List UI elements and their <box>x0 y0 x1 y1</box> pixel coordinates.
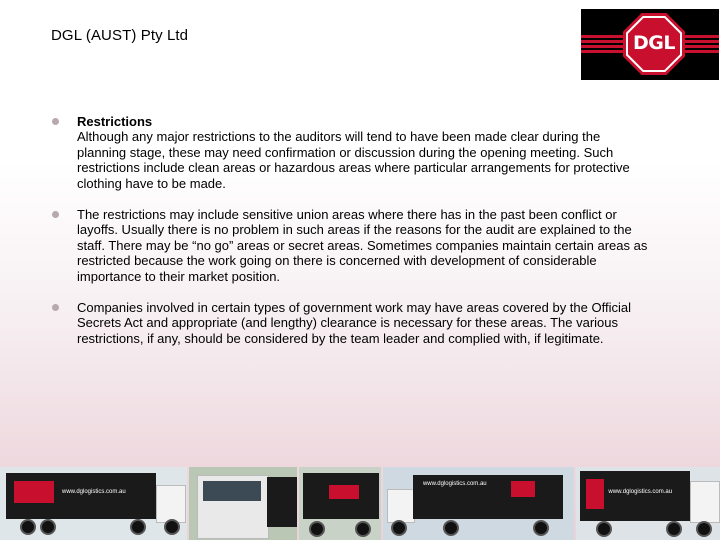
truck-url: www.dglogistics.com.au <box>422 481 487 487</box>
bullet-text: Companies involved in certain types of government work may have areas covered by the Official Secrets Act and appropriate (and lengthy) clearance is necessary for these areas. The various restrictions, if any, should be considered by the team leader and complied with, if legitimate. <box>77 300 631 346</box>
bullet-item-union-areas <box>52 207 652 284</box>
bullet-heading: Restrictions <box>77 114 153 129</box>
truck-url: www.dglogistics.com.au <box>62 489 126 495</box>
bullet-item-restrictions <box>52 114 652 191</box>
bullet-text: The restrictions may include sensitive union areas where there has in the past been conflict or layoffs. Usually there is no problem in such areas if the reasons for the audit are explained to the staff. There may be “no go” areas or secret areas. Sometimes companies maintain certain areas as restricted because the work going on there is concerned with development of considerable importance to their market position. <box>77 207 648 284</box>
bullet-icon <box>52 304 59 311</box>
bullet-item-government-work <box>52 300 652 346</box>
bullet-list <box>52 114 652 362</box>
truck-photo-5 <box>576 467 720 540</box>
slide-title: DGL (AUST) Pty Ltd <box>51 27 189 44</box>
truck-photo-strip <box>0 467 720 540</box>
dgl-logo <box>581 9 719 80</box>
bullet-icon <box>52 118 59 125</box>
bullet-icon <box>52 211 59 218</box>
truck-photo-4 <box>383 467 574 540</box>
logo-text: DGL <box>633 32 675 54</box>
truck-photo-3 <box>299 467 381 540</box>
truck-photo-1 <box>0 467 187 540</box>
truck-url: www.dglogistics.com.au <box>608 489 673 495</box>
bullet-text: Although any major restrictions to the auditors will tend to have been made clear during the planning stage, these may need confirmation or discussion during the opening meeting. Such restrictions include clean areas or hazardous areas where particular arrangements for protective clothing have to be made. <box>77 129 630 191</box>
truck-photo-2 <box>189 467 297 540</box>
